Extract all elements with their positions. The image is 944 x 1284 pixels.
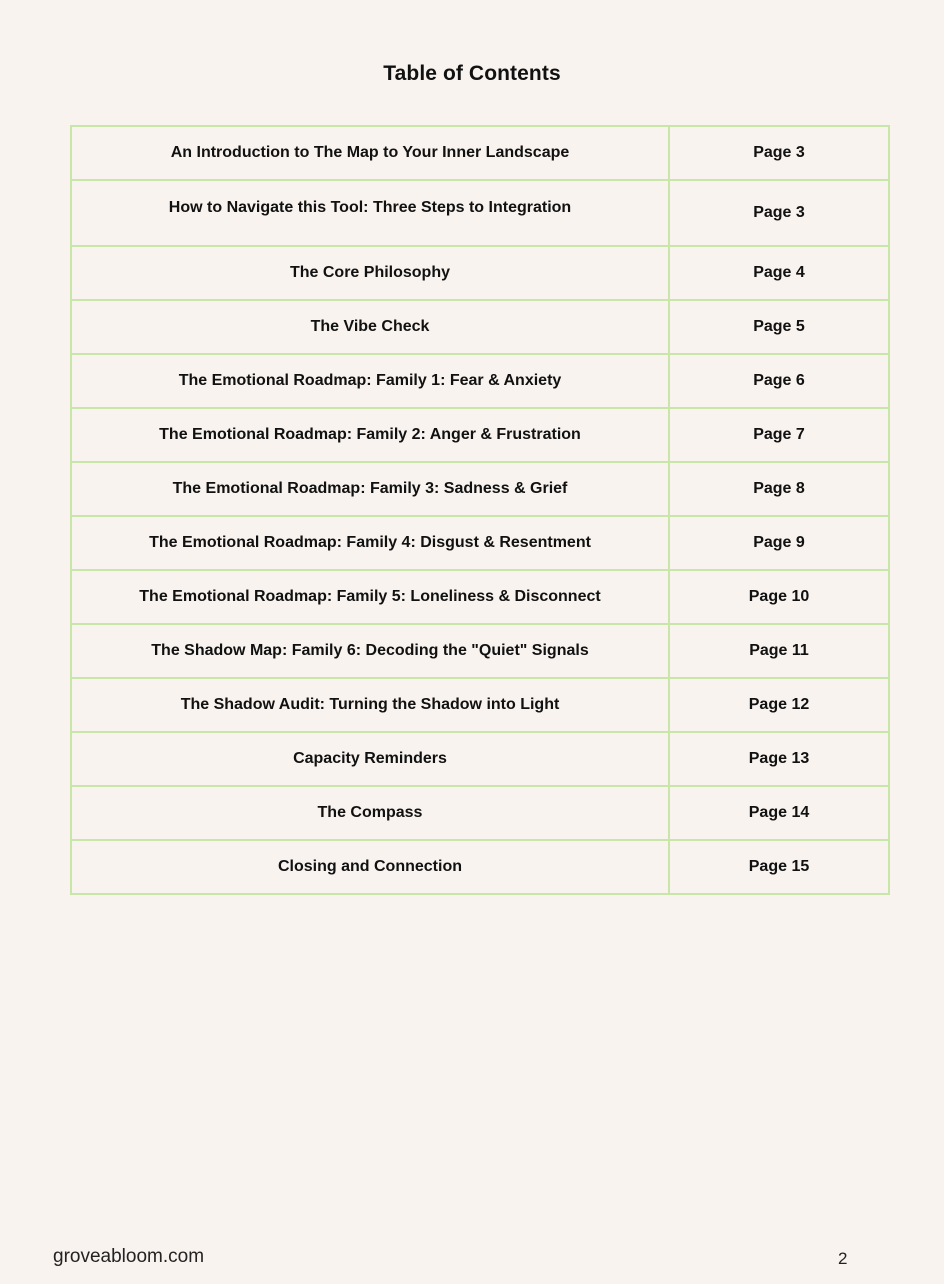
toc-entry-page: Page 14 bbox=[669, 786, 889, 840]
toc-entry-page: Page 5 bbox=[669, 300, 889, 354]
toc-entry-title: The Shadow Map: Family 6: Decoding the "Quiet" Signals bbox=[71, 624, 669, 678]
toc-entry-page: Page 4 bbox=[669, 246, 889, 300]
toc-entry-page: Page 10 bbox=[669, 570, 889, 624]
toc-entry-page: Page 12 bbox=[669, 678, 889, 732]
toc-row bbox=[71, 840, 889, 894]
toc-entry-page: Page 13 bbox=[669, 732, 889, 786]
toc-entry-title: The Emotional Roadmap: Family 4: Disgust & Resentment bbox=[71, 516, 669, 570]
toc-entry-title: The Emotional Roadmap: Family 2: Anger & Frustration bbox=[71, 408, 669, 462]
footer-website: groveabloom.com bbox=[53, 1246, 205, 1267]
toc-entry-title: The Compass bbox=[71, 786, 669, 840]
page-title: Table of Contents bbox=[383, 62, 561, 86]
toc-entry-title: The Emotional Roadmap: Family 1: Fear & Anxiety bbox=[71, 354, 669, 408]
toc-entry-title: The Shadow Audit: Turning the Shadow into Light bbox=[71, 678, 669, 732]
toc-entry-title: The Emotional Roadmap: Family 5: Loneliness & Disconnect bbox=[71, 570, 669, 624]
toc-entry-page: Page 9 bbox=[669, 516, 889, 570]
toc-row bbox=[71, 786, 889, 840]
toc-row bbox=[71, 180, 889, 246]
toc-table bbox=[70, 125, 890, 895]
page-number: 2 bbox=[838, 1249, 848, 1268]
toc-row bbox=[71, 624, 889, 678]
toc-entry-page: Page 11 bbox=[669, 624, 889, 678]
toc-entry-title: Closing and Connection bbox=[71, 840, 669, 894]
toc-row bbox=[71, 408, 889, 462]
toc-entry-page: Page 8 bbox=[669, 462, 889, 516]
toc-entry-title: Capacity Reminders bbox=[71, 732, 669, 786]
toc-entry-title: An Introduction to The Map to Your Inner Landscape bbox=[71, 126, 669, 180]
toc-entry-page: Page 15 bbox=[669, 840, 889, 894]
toc-entry-page: Page 3 bbox=[669, 126, 889, 180]
toc-entry-page: Page 3 bbox=[669, 180, 889, 246]
toc-row bbox=[71, 354, 889, 408]
toc-entry-title: The Vibe Check bbox=[71, 300, 669, 354]
toc-row bbox=[71, 570, 889, 624]
toc-row bbox=[71, 732, 889, 786]
toc-row bbox=[71, 678, 889, 732]
toc-entry-page: Page 6 bbox=[669, 354, 889, 408]
toc-entry-title: How to Navigate this Tool: Three Steps to Integration bbox=[71, 180, 669, 246]
toc-row bbox=[71, 300, 889, 354]
toc-entry-title: The Core Philosophy bbox=[71, 246, 669, 300]
toc-entry-title: The Emotional Roadmap: Family 3: Sadness & Grief bbox=[71, 462, 669, 516]
toc-row bbox=[71, 126, 889, 180]
toc-row bbox=[71, 246, 889, 300]
toc-row bbox=[71, 516, 889, 570]
toc-entry-page: Page 7 bbox=[669, 408, 889, 462]
toc-row bbox=[71, 462, 889, 516]
